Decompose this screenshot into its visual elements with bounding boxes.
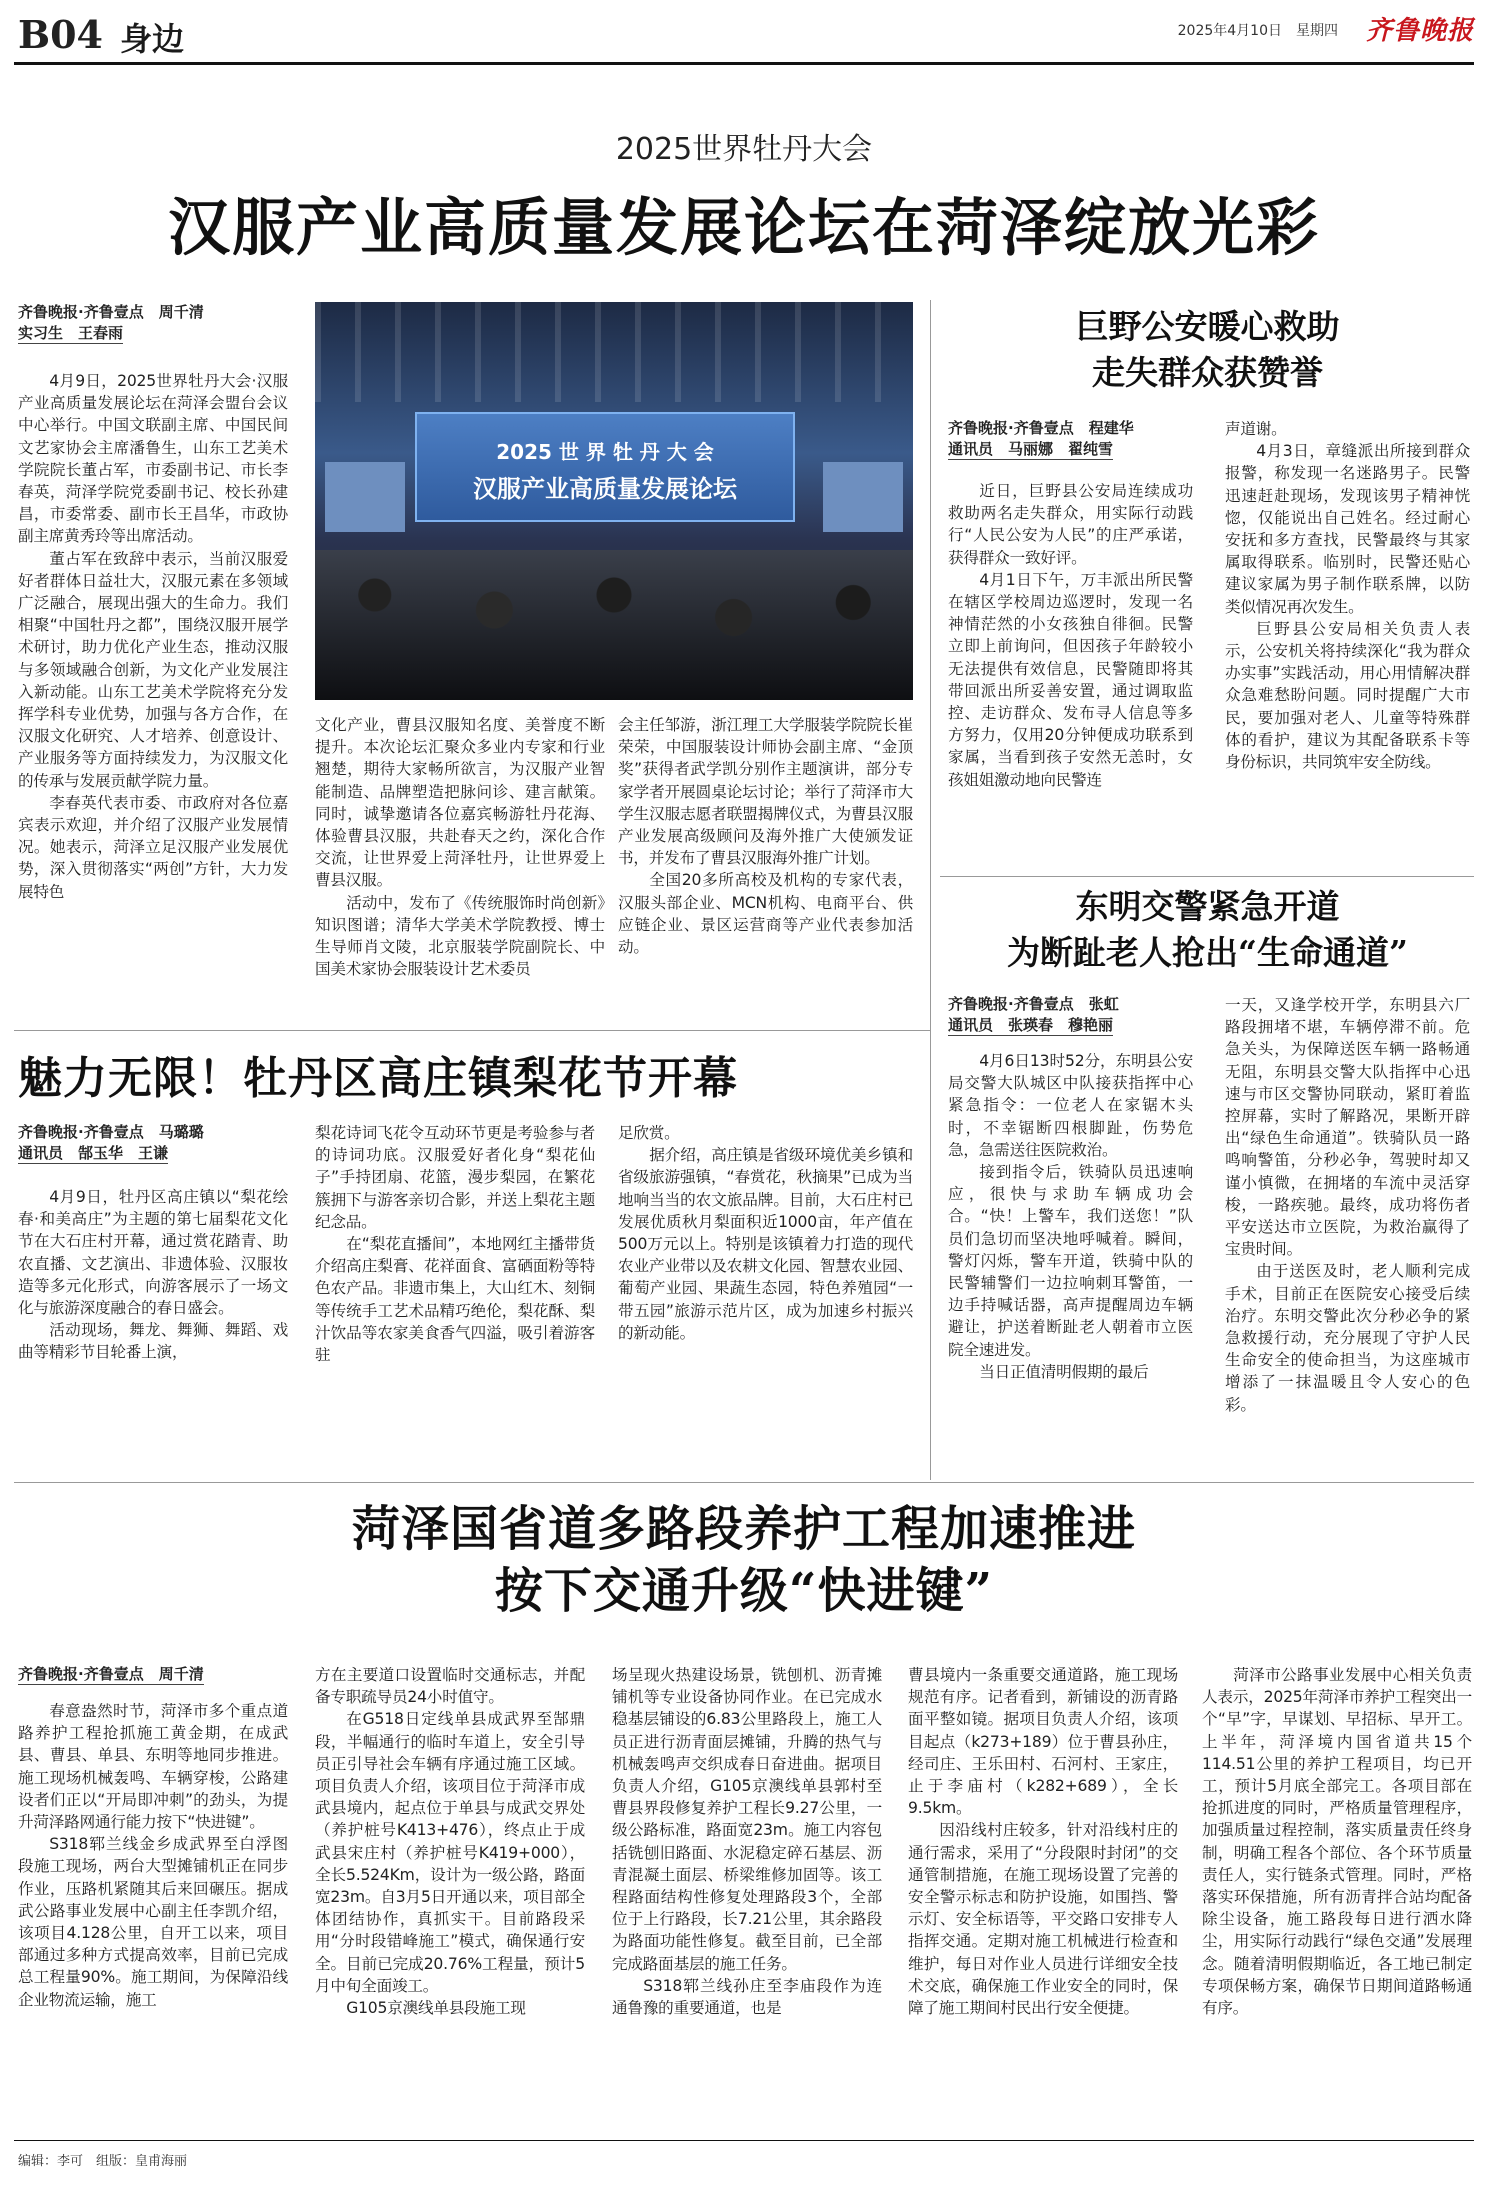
dongming-headline-line-2: 为断趾老人抢出“生命通道” bbox=[1007, 933, 1408, 972]
footer-rule bbox=[14, 2140, 1474, 2141]
juye-headline-line-2: 走失群众获赞誉 bbox=[1092, 353, 1323, 392]
juye-byline bbox=[948, 418, 1193, 460]
dongming-column-1 bbox=[948, 1050, 1193, 1470]
dongming-column-2 bbox=[1225, 994, 1470, 1474]
juye-headline bbox=[945, 304, 1470, 396]
photo-stage-title: 2025 世 界 牡 丹 大 会 bbox=[496, 440, 714, 464]
gaozhuang-column-2 bbox=[315, 1122, 595, 1472]
photo-lights bbox=[315, 302, 913, 402]
header-rule bbox=[14, 62, 1474, 65]
gaozhuang-byline bbox=[18, 1122, 288, 1164]
gaozhuang-paragraph: 梨花诗词飞花令互动环节更是考验参与者的诗词功底。汉服爱好者化身“梨花仙子”手持团扇、花篮，漫步梨园，在繁花簇拥下与游客亲切合影，并送上梨花主题纪念品。 bbox=[315, 1124, 595, 1231]
lead-headline: 汉服产业高质量发展论坛在菏泽绽放光彩 bbox=[167, 191, 1320, 264]
story-divider bbox=[940, 876, 1474, 877]
column-divider bbox=[930, 880, 931, 1480]
lead-paragraph: 李春英代表市委、市政府对各位嘉宾表示欢迎，并介绍了汉服产业发展情况。她表示，菏泽立足汉服产业发展优势，深入贯彻落实“两创”方针，大力发展特色 bbox=[18, 793, 288, 901]
lead-kicker: 2025世界牡丹大会 bbox=[615, 132, 873, 167]
dongming-byline-reporter: 齐鲁晚报·齐鲁壹点 张虹 bbox=[948, 995, 1119, 1013]
road-paragraph: 春意盎然时节，菏泽市多个重点道路养护工程抢抓施工黄金期，在成武县、曹县、单县、东明等地同步推进。施工现场机械轰鸣、车辆穿梭，公路建设者们正以“开局即冲刺”的劲头，为提升菏泽路网通行能力按下“快进键”。 bbox=[18, 1702, 288, 1832]
gaozhuang-column-1 bbox=[18, 1186, 288, 1476]
dongming-headline bbox=[945, 884, 1470, 976]
lead-paragraph: 4月9日，2025世界牡丹大会·汉服产业高质量发展论坛在菏泽会盟台会议中心举行。中国文联副主席、中国民间文艺家协会主席潘鲁生，山东工艺美术学院院长董占军，市委副书记、市长李春英，菏泽学院党委副书记、校长孙建昌，市委常委、副市长王昌华，市政协副主席黄秀玲等出席活动。 bbox=[18, 372, 288, 546]
section-name: 身边 bbox=[120, 20, 185, 58]
gaozhuang-byline-reporter: 齐鲁晚报·齐鲁壹点 马璐璐 bbox=[18, 1123, 204, 1141]
road-paragraph: 在G518日定线单县成武界至郜鼎段，半幅通行的临时车道上，安全引导员正引导社会车辆有序通过施工区域。项目负责人介绍，该项目位于菏泽市成武县境内，起点位于单县与成武交界处（养护桩号K413+476），终点止于成武县宋庄村（养护桩号K419+000），全长5.524Km，设计为一级公路，路面宽23m。自3月5日开通以来，项目部全体团结协作，真抓实干。目前路段采用“分时段错峰施工”模式，确保通行安全。目前已完成20.76%工程量，预计5月中旬全面竣工。 bbox=[315, 1710, 585, 1995]
road-byline-reporter: 齐鲁晚报·齐鲁壹点 周千清 bbox=[18, 1665, 204, 1683]
lead-paragraph: 全国20多所高校及机构的专家代表，汉服头部企业、MCN机构、电商平台、供应链企业、景区运营商等产业代表参加活动。 bbox=[618, 871, 913, 957]
road-paragraph: 场呈现火热建设场景，铣刨机、沥青摊铺机等专业设备协同作业。在已完成水稳基层铺设的6.83公里路段上，施工人员正进行沥青面层摊铺，升腾的热气与机械轰鸣声交织成春日奋进曲。据项目负责人介绍，G105京澳线单县郭村至曹县界段修复养护工程长9.27公里，一级公路标准，路面宽23m。施工内容包括铣刨旧路面、水泥稳定碎石基层、沥青混凝土面层、桥梁维修加固等。该工程路面结构性修复处理路段3个，全部位于上行路段，长7.21公里，其余路段为路面功能性修复。截至目前，已全部完成路面基层的施工任务。 bbox=[612, 1666, 882, 1973]
dongming-paragraph: 一天，又逢学校开学，东明县六厂路段拥堵不堪，车辆停滞不前。危急关头，为保障送医车辆一路畅通无阻，东明县交警大队指挥中心迅速与市区交警协同联动，紧盯着监控屏幕，实时了解路况，果断开辟出“绿色生命通道”。铁骑队员一路鸣响警笛，分秒必争，驾驶时却又谨小慎微，在拥堵的车流中灵活穿梭，一路疾驰。最终，成功将伤者平安送达市立医院，为救治赢得了宝贵时间。 bbox=[1225, 996, 1470, 1259]
road-paragraph: 曹县境内一条重要交通道路，施工现场规范有序。记者看到，新铺设的沥青路面平整如镜。据项目负责人介绍，该项目起点（k273+189）位于曹县孙庄，经司庄、王乐田村、石河村、王家庄，止于李庙村（k282+689），全长9.5km。 bbox=[908, 1666, 1178, 1818]
story-divider bbox=[14, 1482, 1474, 1483]
gaozhuang-paragraph: 足欣赏。 bbox=[618, 1124, 680, 1142]
story-divider bbox=[14, 1030, 930, 1031]
road-column-5 bbox=[1202, 1664, 1472, 2134]
newspaper-logo: 齐鲁晚报 bbox=[1365, 16, 1474, 46]
road-paragraph: S318郓兰线孙庄至李庙段作为连通鲁豫的重要通道，也是 bbox=[612, 1976, 882, 2018]
road-byline bbox=[18, 1664, 288, 1685]
photo-stage-screen bbox=[415, 412, 795, 522]
dongming-headline-line-1: 东明交警紧急开道 bbox=[1075, 887, 1340, 926]
lead-byline bbox=[18, 302, 288, 344]
lead-paragraph: 文化产业，曹县汉服知名度、美誉度不断提升。本次论坛汇聚众多业内专家和行业翘楚，期待大家畅所欲言，为汉服产业智能制造、品牌塑造把脉问诊、建言献策。同时，诚挚邀请各位嘉宾畅游牡丹花海、体验曹县汉服，共赴春天之约，深化合作交流，让世界爱上菏泽牡丹，让世界爱上曹县汉服。 bbox=[315, 716, 605, 890]
issue-date: 2025年4月10日 星期四 bbox=[1177, 23, 1338, 39]
road-headline bbox=[14, 1498, 1474, 1622]
gaozhuang-byline-correspondents: 通讯员 郜玉华 王谦 bbox=[18, 1144, 169, 1162]
gaozhuang-column-3 bbox=[618, 1122, 913, 1472]
road-headline-line-1: 菏泽国省道多路段养护工程加速推进 bbox=[351, 1501, 1136, 1557]
lead-photo bbox=[315, 302, 913, 700]
gaozhuang-headline: 魅力无限！牡丹区高庄镇梨花节开幕 bbox=[18, 1053, 738, 1104]
gaozhuang-paragraph: 4月9日，牡丹区高庄镇以“梨花绘春·和美高庄”为主题的第七届梨花文化节在大石庄村开幕，通过赏花踏青、助农直播、文艺演出、非遗体验、汉服妆造等多元化形式，向游客展示了一场文化与旅游深度融合的春日盛会。 bbox=[18, 1188, 288, 1318]
juye-column-1 bbox=[948, 480, 1193, 860]
photo-side-screen-right bbox=[823, 462, 903, 532]
lead-byline-reporter: 齐鲁晚报·齐鲁壹点 周千清 bbox=[18, 303, 204, 321]
road-paragraph: 菏泽市公路事业发展中心相关负责人表示，2025年菏泽市养护工程突出一个“早”字，早谋划、早招标、早开工。上半年，菏泽境内国省道共15个114.51公里的养护工程项目，均已开工，预计5月底全部完工。各项目部在抢抓进度的同时，严格质量管理程序，加强质量过程控制，落实质量责任终身制，明确工程各个部位、各个环节质量责任人，实行链条式管理。同时，严格落实环保措施，所有沥青拌合站均配备除尘设备，施工路段每日进行洒水降尘，用实际行动践行“绿色交通”发展理念。随着清明假期临近，各工地已制定专项保畅方案，确保节日期间道路畅通有序。 bbox=[1202, 1666, 1472, 2018]
juye-headline-line-1: 巨野公安暖心救助 bbox=[1075, 307, 1340, 346]
lead-paragraph: 董占军在致辞中表示，当前汉服爱好者群体日益壮大，汉服元素在多领域广泛融合，展现出强大的生命力。我们相聚“中国牡丹之都”，围绕汉服开展学术研讨，助力优化产业生态，推动汉服与多领域融合创新，为文化产业发展注入新动能。山东工艺美术学院将充分发挥学科专业优势，加强与各方合作，在汉服文化研究、人才培养、创意设计、产业服务等方面持续发力，为汉服文化的传承与发展贡献学院力量。 bbox=[18, 549, 288, 790]
lead-paragraph: 会主任邹游，浙江理工大学服装学院院长崔荣荣，中国服装设计师协会副主席、“金顶奖”获得者武学凯分别作主题演讲，部分专家学者开展圆桌论坛讨论；举行了菏泽市大学生汉服志愿者联盟揭牌仪式，为曹县汉服产业发展高级顾问及海外推广大使颁发证书，并发布了曹县汉服海外推广计划。 bbox=[618, 716, 913, 868]
road-headline-line-2: 按下交通升级“快进键” bbox=[494, 1563, 994, 1619]
dongming-byline bbox=[948, 994, 1193, 1036]
road-column-4 bbox=[908, 1664, 1178, 2134]
lead-column-1 bbox=[18, 370, 288, 1020]
dongming-paragraph: 当日正值清明假期的最后 bbox=[979, 1362, 1149, 1381]
juye-paragraph: 4月3日，章缝派出所接到群众报警，称发现一名迷路男子。民警迅速赶赴现场，发现该男子精神恍惚，仅能说出自己姓名。经过耐心安抚和多方查找，民警最终与其家属取得联系。临别时，民警还贴心建议家属为男子制作联系牌，以防类似情况再次发生。 bbox=[1225, 442, 1470, 616]
gaozhuang-paragraph: 活动现场，舞龙、舞狮、舞蹈、戏曲等精彩节目轮番上演， bbox=[18, 1321, 288, 1362]
road-column-3 bbox=[612, 1664, 882, 2134]
lead-byline-intern: 实习生 王春雨 bbox=[18, 324, 124, 342]
section-number: B04 bbox=[18, 12, 103, 57]
gaozhuang-paragraph: 据介绍，高庄镇是省级环境优美乡镇和省级旅游强镇，“春赏花，秋摘果”已成为当地响当当的农文旅品牌。目前，大石庄村已发展优质秋月梨面积近1000亩，年产值在500万元以上。特别是该镇着力打造的现代农业产业带以及农耕文化园、智慧农业园、葡萄产业园、果蔬生态园，特色养殖园“一带五园”旅游示范片区，成为加速乡村振兴的新动能。 bbox=[618, 1146, 913, 1342]
editor-credit: 编辑：李可 组版：皇甫海丽 bbox=[18, 2154, 188, 2169]
gaozhuang-paragraph: 在“梨花直播间”，本地网红主播带货介绍高庄梨膏、花祥面食、富硒面粉等特色农产品。非遗市集上，大山红木、刻铜等传统手工艺术品精巧绝伦，梨花酥、梨汁饮品等农家美食香气四溢，吸引着游客驻 bbox=[315, 1235, 595, 1365]
dongming-paragraph: 4月6日13时52分，东明县公安局交警大队城区中队接获指挥中心紧急指令：一位老人在家锯木头时，不幸锯断四根脚趾，伤势危急，急需送往医院救治。 bbox=[948, 1052, 1193, 1159]
road-column-1 bbox=[18, 1700, 288, 2135]
juye-paragraph: 4月1日下午，万丰派出所民警在辖区学校周边巡逻时，发现一名神情茫然的小女孩独自徘徊。民警立即上前询问，但因孩子年龄较小无法提供有效信息，民警随即将其带回派出所妥善安置，通过调取监控、走访群众、发布寻人信息等多方努力，仅用20分钟便成功联系到家属，当看到孩子安然无恙时，女孩姐姐激动地向民警连 bbox=[948, 570, 1193, 789]
road-paragraph: 因沿线村庄较多，针对沿线村庄的通行需求，采用了“分段限时封闭”的交通管制措施，在施工现场设置了完善的安全警示标志和防护设施，如围挡、警示灯、安全标语等，平交路口安排专人指挥交通。定期对施工机械进行检查和维护，每日对作业人员进行详细安全技术交底，确保施工作业安全的同时，保障了施工期间村民出行安全便捷。 bbox=[908, 1821, 1178, 2018]
juye-byline-correspondents: 通讯员 马丽娜 翟纯雪 bbox=[948, 440, 1114, 458]
juye-paragraph: 巨野县公安局相关负责人表示，公安机关将持续深化“我为群众办实事”实践活动，用心用情解决群众急难愁盼问题。同时提醒广大市民，要加强对老人、儿童等特殊群体的看护，建议为其配备联系卡等身份标识，共同筑牢安全防线。 bbox=[1225, 619, 1470, 772]
lead-column-2 bbox=[315, 714, 605, 1024]
lead-paragraph: 活动中，发布了《传统服饰时尚创新》知识图谱；清华大学美术学院教授、博士生导师肖文陵，北京服装学院副院长、中国美术家协会服装设计艺术委员 bbox=[315, 893, 605, 979]
dongming-paragraph: 由于送医及时，老人顺利完成手术，目前正在医院安心接受后续治疗。东明交警此次分秒必争的紧急救援行动，充分展现了守护人民生命安全的使命担当，为这座城市增添了一抹温暖且令人安心的色彩。 bbox=[1225, 1262, 1470, 1414]
juye-column-2 bbox=[1225, 418, 1470, 868]
road-paragraph: S318郓兰线金乡成武界至白浮图段施工现场，两台大型摊铺机正在同步作业，压路机紧随其后来回碾压。据成武公路事业发展中心副主任李凯介绍，该项目4.128公里，自开工以来，项目部通过多种方式提高效率，目前已完成总工程量90%。施工期间，为保障沿线企业物流运输，施工 bbox=[18, 1835, 288, 2009]
juye-paragraph: 近日，巨野县公安局连续成功救助两名走失群众，用实际行动践行“人民公安为人民”的庄严承诺，获得群众一致好评。 bbox=[948, 482, 1193, 567]
road-column-2 bbox=[315, 1664, 585, 2134]
lead-column-3 bbox=[618, 714, 913, 1024]
dongming-paragraph: 接到指令后，铁骑队员迅速响应，很快与求助车辆成功会合。“快！上警车，我们送您！”队员们急切而坚决地呼喊着。瞬间，警灯闪烁，警车开道，铁骑中队的民警辅警们一边拉响刺耳警笛，一边手持喊话器，高声提醒周边车辆避让，护送着断趾老人朝着市立医院全速进发。 bbox=[948, 1163, 1193, 1359]
road-paragraph: G105京澳线单县段施工现 bbox=[346, 1999, 526, 2018]
road-paragraph: 方在主要道口设置临时交通标志，并配备专职疏导员24小时值守。 bbox=[315, 1666, 585, 1707]
juye-byline-reporter: 齐鲁晚报·齐鲁壹点 程建华 bbox=[948, 419, 1134, 437]
photo-side-screen-left bbox=[325, 462, 405, 532]
dongming-byline-correspondents: 通讯员 张瑛春 穆艳丽 bbox=[948, 1016, 1114, 1034]
photo-audience bbox=[315, 550, 913, 700]
juye-paragraph: 声道谢。 bbox=[1225, 420, 1287, 438]
photo-stage-subtitle: 汉服产业高质量发展论坛 bbox=[473, 475, 737, 503]
